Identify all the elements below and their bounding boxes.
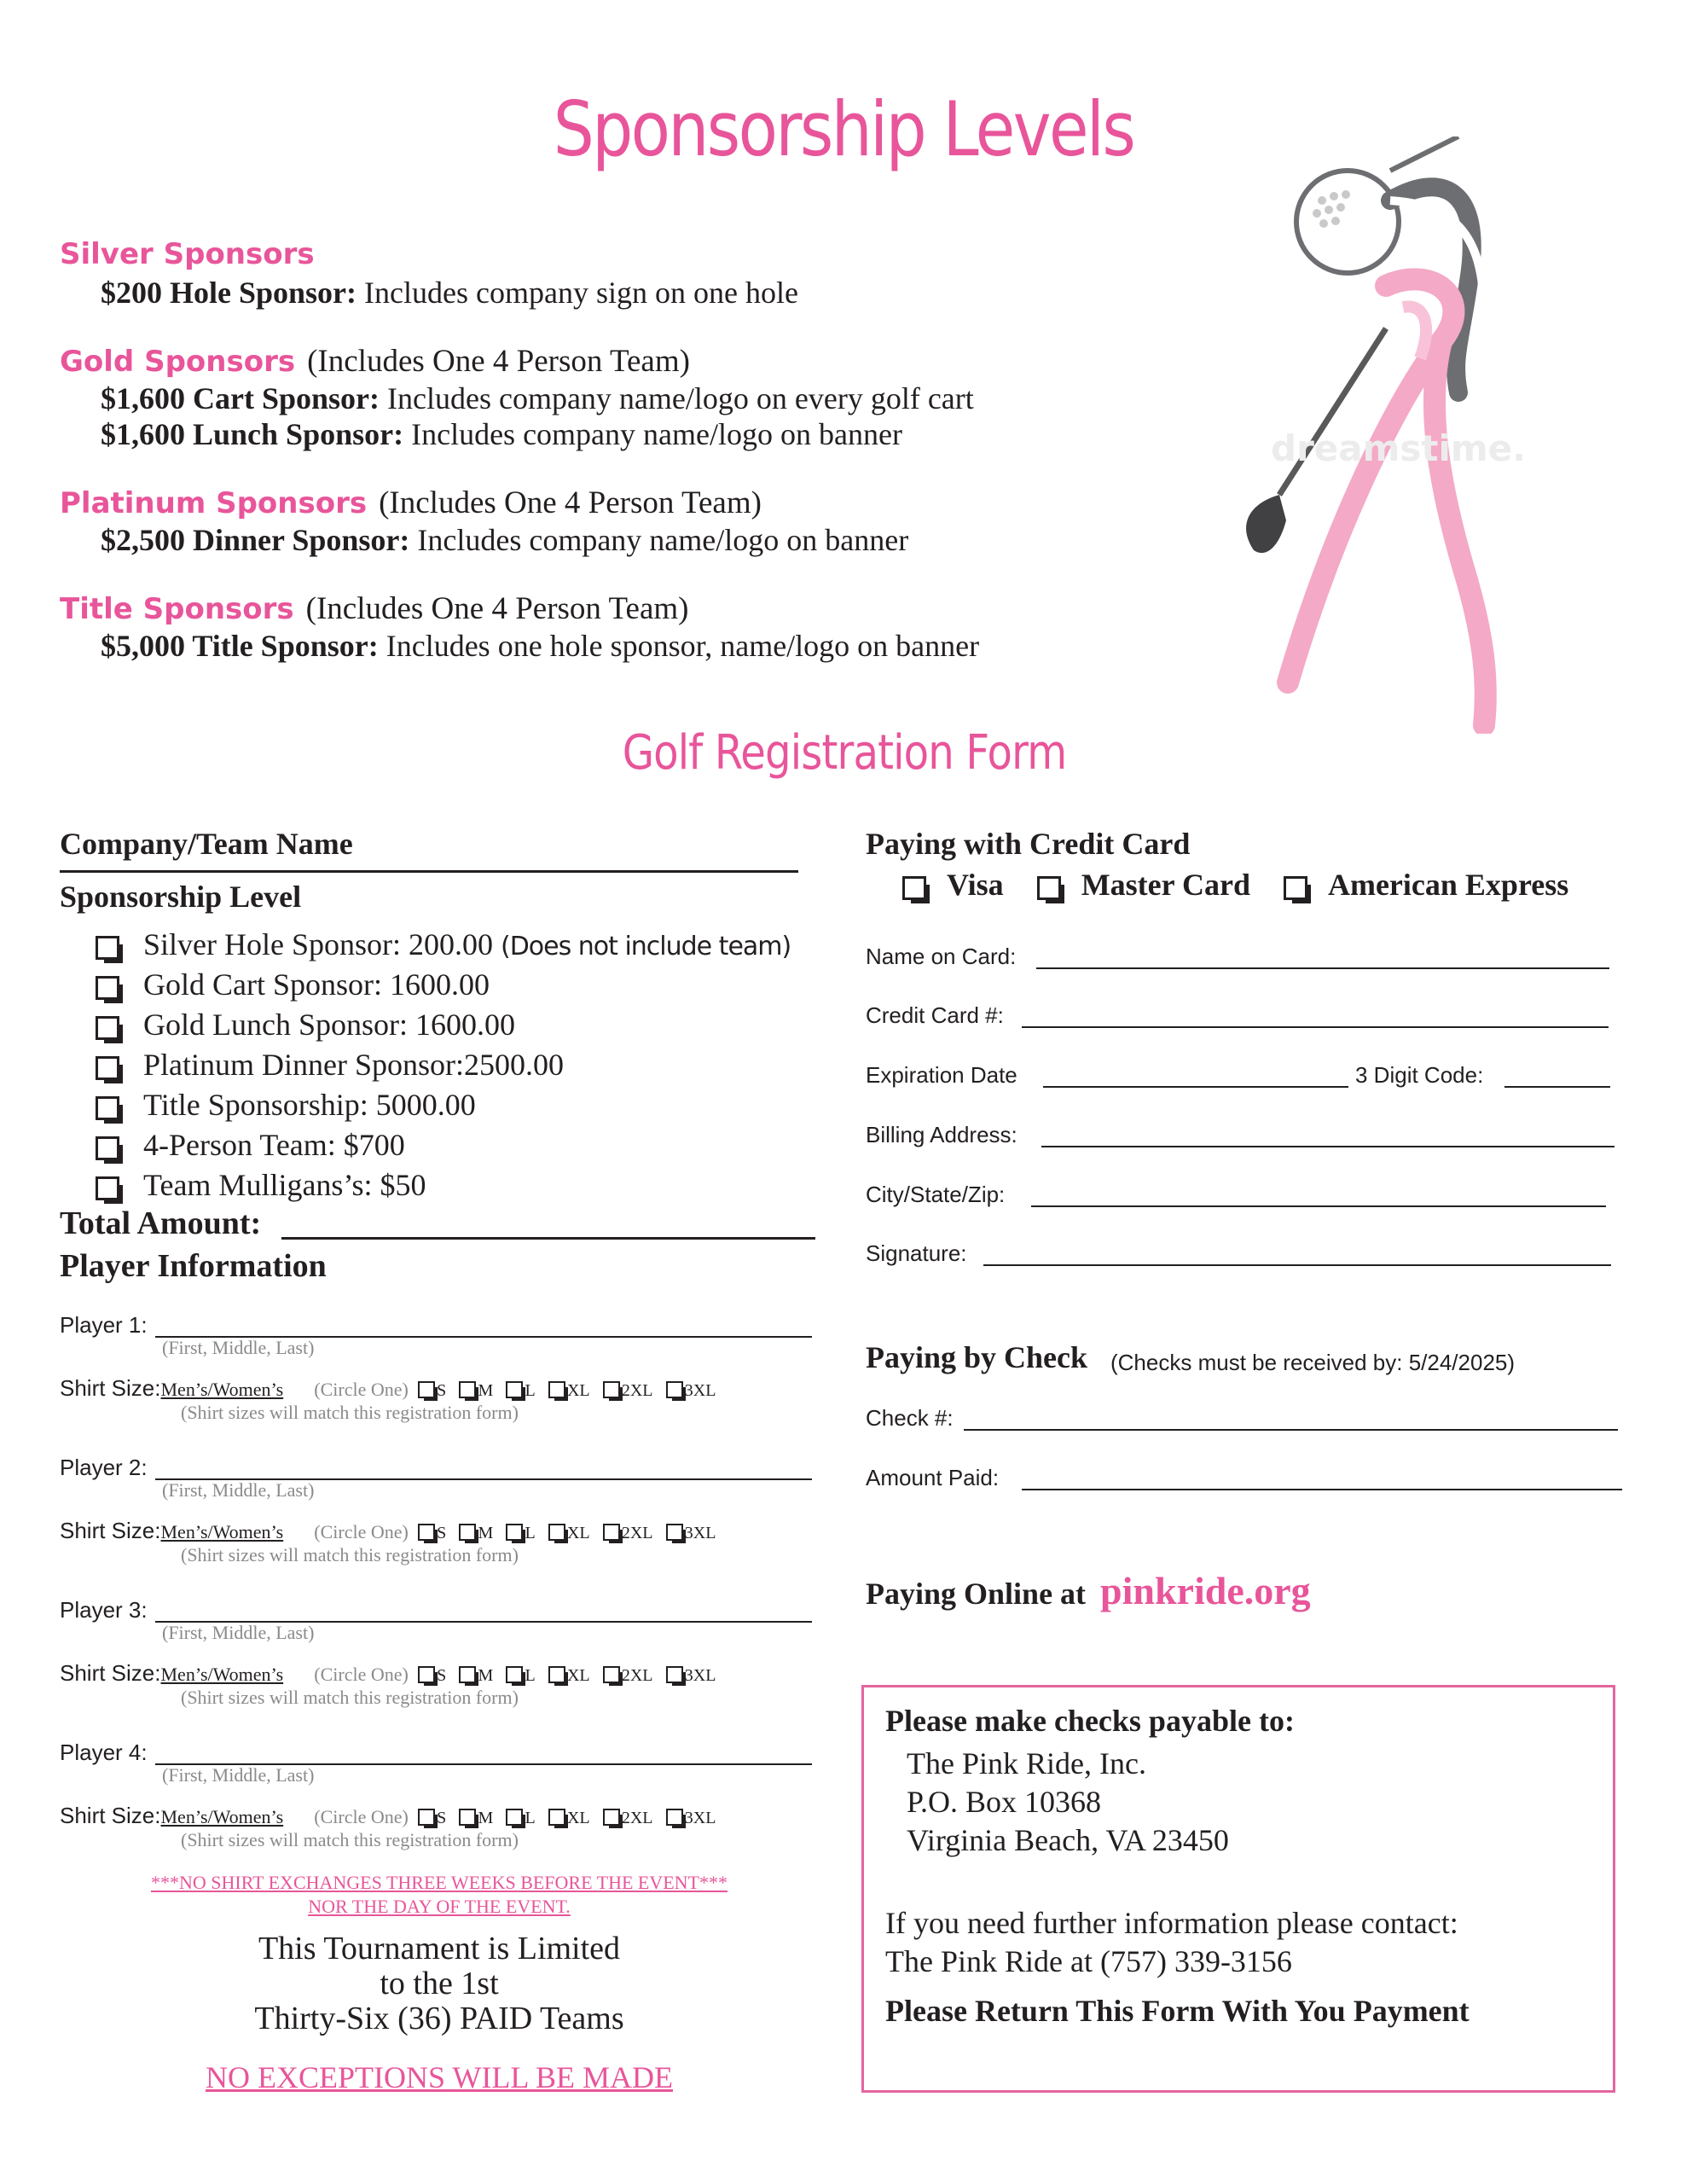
expiration-date-input[interactable] (1043, 1086, 1348, 1088)
player-2-shirt-row: Shirt Size:Men’s/Women’s (Circle One) S M L XL 2XL 3XL (60, 1518, 716, 1543)
size-2xl-checkbox[interactable] (603, 1809, 620, 1826)
tier-title-item: $5,000 Title Sponsor: Includes one hole sponsor, name/logo on banner (101, 629, 980, 663)
size-s-checkbox[interactable] (418, 1381, 435, 1398)
player-info-label: Player Information (60, 1248, 327, 1284)
contact-info-line1: If you need further information please contact: (885, 1906, 1458, 1940)
size-l-checkbox[interactable] (506, 1809, 523, 1826)
player-1-name-hint: (First, Middle, Last) (162, 1337, 315, 1358)
size-l-checkbox[interactable] (506, 1666, 523, 1683)
golf-ball-icon (1296, 171, 1399, 273)
player-4-name-hint: (First, Middle, Last) (162, 1764, 315, 1786)
digit-code-input[interactable] (1504, 1086, 1610, 1088)
size-m-checkbox[interactable] (459, 1381, 476, 1398)
player-1-shirt-note: (Shirt sizes will match this registration form) (181, 1402, 519, 1423)
sponsorship-level-label: Sponsorship Level (60, 880, 302, 914)
tier-gold-heading: Gold Sponsors (Includes One 4 Person Team) (60, 344, 690, 379)
watermark: dreamstime. (1271, 427, 1527, 469)
tier-platinum-heading: Platinum Sponsors (Includes One 4 Person Team) (60, 485, 762, 520)
tier-title-heading: Title Sponsors (Includes One 4 Person Team) (60, 591, 689, 626)
expiration-date-label: Expiration Date (866, 1062, 1017, 1088)
golf-club-icon (1246, 495, 1286, 553)
limit-line3: Thirty-Six (36) PAID Teams (254, 2001, 624, 2036)
player-1-shirt-row: Shirt Size:Men’s/Women’s (Circle One) S M L XL 2XL 3XL (60, 1375, 716, 1401)
option-four-person-team[interactable]: 4-Person Team: $700 (96, 1127, 405, 1163)
checkbox-icon[interactable] (96, 1096, 119, 1120)
exchange-note-line2: NOR THE DAY OF THE EVENT. (308, 1896, 571, 1917)
tier-silver-heading: Silver Sponsors (60, 237, 315, 271)
visa-checkbox[interactable] (902, 876, 926, 900)
checkbox-icon[interactable] (96, 1136, 119, 1160)
player-3-label: Player 3: (60, 1597, 148, 1623)
online-heading: Paying Online at pinkride.org (866, 1569, 1311, 1612)
online-url-link[interactable]: pinkride.org (1100, 1569, 1311, 1612)
contact-box (861, 1685, 1615, 2093)
city-state-zip-input[interactable] (1031, 1205, 1606, 1207)
player-2-name-hint: (First, Middle, Last) (162, 1479, 315, 1501)
checkbox-icon[interactable] (96, 976, 119, 1000)
payable-heading: Please make checks payable to: (885, 1704, 1295, 1738)
size-l-checkbox[interactable] (506, 1381, 523, 1398)
size-2xl-checkbox[interactable] (603, 1524, 620, 1541)
credit-card-number-input[interactable] (1022, 1026, 1609, 1028)
player-3-name-hint: (First, Middle, Last) (162, 1622, 315, 1643)
signature-label: Signature: (866, 1240, 967, 1266)
player-2-shirt-note: (Shirt sizes will match this registration form) (181, 1544, 519, 1565)
size-s-checkbox[interactable] (418, 1524, 435, 1541)
limit-line2: to the 1st (380, 1966, 499, 2001)
check-number-input[interactable] (964, 1429, 1618, 1431)
limit-line1: This Tournament is Limited (258, 1931, 621, 1966)
size-l-checkbox[interactable] (506, 1524, 523, 1541)
tier-gold-item-lunch: $1,600 Lunch Sponsor: Includes company name/logo on banner (101, 417, 902, 451)
size-2xl-checkbox[interactable] (603, 1666, 620, 1683)
size-xl-checkbox[interactable] (548, 1524, 565, 1541)
option-platinum-dinner[interactable]: Platinum Dinner Sponsor:2500.00 (96, 1047, 564, 1083)
size-2xl-checkbox[interactable] (603, 1381, 620, 1398)
payee-name: The Pink Ride, Inc. (907, 1746, 1146, 1780)
digit-code-label: 3 Digit Code: (1355, 1062, 1484, 1088)
size-3xl-checkbox[interactable] (666, 1666, 683, 1683)
amount-paid-input[interactable] (1022, 1489, 1622, 1490)
size-xl-checkbox[interactable] (548, 1809, 565, 1826)
credit-card-number-label: Credit Card #: (866, 1002, 1004, 1028)
mastercard-checkbox[interactable] (1037, 876, 1061, 900)
size-xl-checkbox[interactable] (548, 1381, 565, 1398)
check-number-label: Check #: (866, 1405, 954, 1431)
tier-silver-item: $200 Hole Sponsor: Includes company sign on one hole (101, 276, 798, 310)
size-3xl-checkbox[interactable] (666, 1809, 683, 1826)
option-team-mulligans[interactable]: Team Mulligans’s: $50 (96, 1167, 426, 1203)
size-m-checkbox[interactable] (459, 1809, 476, 1826)
size-xl-checkbox[interactable] (548, 1666, 565, 1683)
player-2-label: Player 2: (60, 1455, 148, 1480)
card-type-options: Visa Master Card American Express (902, 867, 1568, 903)
signature-input[interactable] (983, 1264, 1611, 1266)
return-form-note: Please Return This Form With You Payment (885, 1994, 1470, 2028)
no-exceptions-notice: NO EXCEPTIONS WILL BE MADE (206, 2060, 673, 2094)
player-4-shirt-row: Shirt Size:Men’s/Women’s (Circle One) S M L XL 2XL 3XL (60, 1803, 716, 1828)
page-title: Sponsorship Levels (553, 85, 1134, 173)
tier-platinum-item: $2,500 Dinner Sponsor: Includes company name/logo on banner (101, 523, 909, 557)
size-3xl-checkbox[interactable] (666, 1381, 683, 1398)
size-m-checkbox[interactable] (459, 1666, 476, 1683)
billing-address-label: Billing Address: (866, 1122, 1017, 1147)
checkbox-icon[interactable] (96, 1056, 119, 1080)
company-team-input-line[interactable] (60, 870, 798, 873)
option-title-sponsorship[interactable]: Title Sponsorship: 5000.00 (96, 1087, 476, 1123)
option-gold-cart[interactable]: Gold Cart Sponsor: 1600.00 (96, 967, 490, 1002)
name-on-card-input[interactable] (1036, 967, 1609, 969)
total-amount-input-line[interactable] (281, 1237, 815, 1240)
contact-info-line2: The Pink Ride at (757) 339-3156 (885, 1944, 1292, 1978)
payee-po-box: P.O. Box 10368 (907, 1785, 1102, 1819)
billing-address-input[interactable] (1041, 1146, 1615, 1147)
checkbox-icon[interactable] (96, 1016, 119, 1040)
check-heading: Paying by Check (866, 1340, 1088, 1374)
option-gold-lunch[interactable]: Gold Lunch Sponsor: 1600.00 (96, 1007, 515, 1043)
check-deadline-note: (Checks must be received by: 5/24/2025) (1110, 1350, 1516, 1375)
size-s-checkbox[interactable] (418, 1809, 435, 1826)
name-on-card-label: Name on Card: (866, 944, 1017, 969)
form-title: Golf Registration Form (622, 725, 1067, 781)
option-silver-hole[interactable]: Silver Hole Sponsor: 200.00 (Does not include team) (96, 926, 791, 962)
exchange-note-line1: ***NO SHIRT EXCHANGES THREE WEEKS BEFORE THE EVENT*** (151, 1872, 728, 1893)
checkbox-icon[interactable] (96, 1176, 119, 1200)
player-3-shirt-note: (Shirt sizes will match this registration form) (181, 1687, 519, 1708)
player-1-label: Player 1: (60, 1312, 148, 1338)
player-3-shirt-row: Shirt Size:Men’s/Women’s (Circle One) S M L XL 2XL 3XL (60, 1660, 716, 1686)
company-team-label: Company/Team Name (60, 827, 353, 861)
payee-city: Virginia Beach, VA 23450 (907, 1823, 1229, 1857)
credit-card-heading: Paying with Credit Card (866, 827, 1191, 861)
amount-paid-label: Amount Paid: (866, 1465, 1000, 1490)
size-3xl-checkbox[interactable] (666, 1524, 683, 1541)
checkbox-icon[interactable] (96, 936, 119, 960)
city-state-zip-label: City/State/Zip: (866, 1182, 1006, 1207)
player-4-shirt-note: (Shirt sizes will match this registration form) (181, 1829, 519, 1850)
player-4-label: Player 4: (60, 1740, 148, 1765)
total-amount-label: Total Amount: (60, 1205, 262, 1241)
tier-gold-item-cart: $1,600 Cart Sponsor: Includes company name/logo on every golf cart (101, 381, 974, 415)
golfer-ribbon-illustration (1228, 136, 1552, 734)
size-m-checkbox[interactable] (459, 1524, 476, 1541)
size-s-checkbox[interactable] (418, 1666, 435, 1683)
amex-checkbox[interactable] (1284, 876, 1307, 900)
